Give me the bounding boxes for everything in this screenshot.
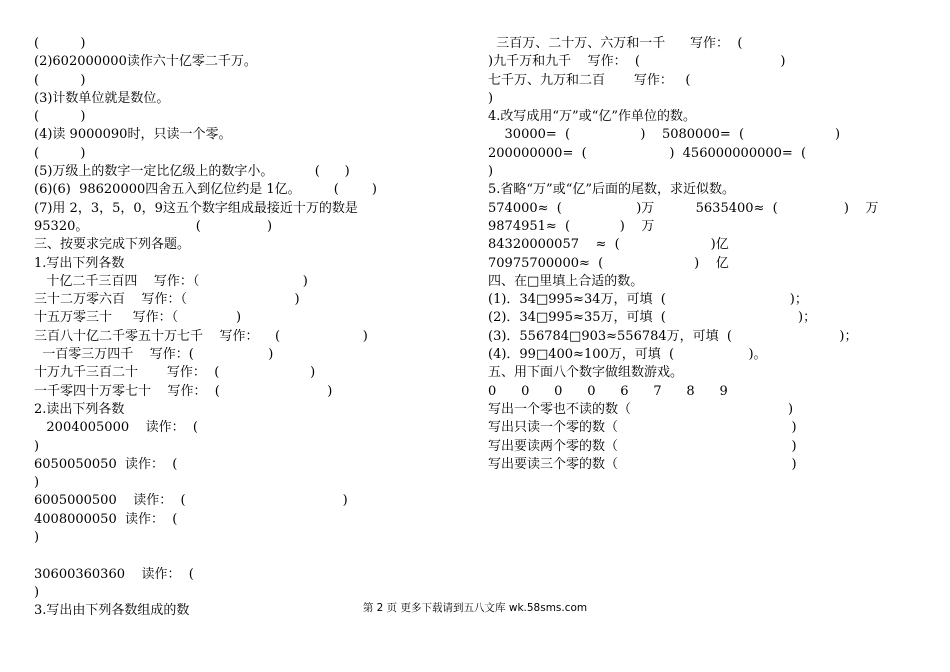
text-line: (3)．556784□903≈556784万，可填 ( )； <box>488 328 858 344</box>
text-line: ) <box>34 530 40 546</box>
text-line: ( ) <box>34 109 86 125</box>
text-line: 6050050050 读作： ( <box>34 456 178 472</box>
text-line: (2)．34□995≈35万，可填 ( )； <box>488 310 817 326</box>
digit-row: 0 0 0 0 6 7 8 9 <box>488 383 728 399</box>
page-footer: 第 2 页 更多下载请到五八文库 wk.58sms.com <box>362 602 588 614</box>
text-line: 574000≈ ( )万 5635400≈ ( ) 万 <box>488 200 879 216</box>
text-line: 三百万、二十万、六万和一千 写作： ( <box>488 36 743 51</box>
text-line: 三十二万零六百 写作：（ ) <box>34 292 300 308</box>
text-line: ( ) <box>34 72 86 88</box>
text-line: (2)602000000读作六十亿零二千万。 <box>34 54 257 70</box>
text-line: 95320。 ( ) <box>34 218 273 234</box>
text-line: (1)．34□995≈34万，可填 ( )； <box>488 292 808 308</box>
text-line: 200000000= ( ) 456000000000= ( <box>488 145 807 161</box>
text-line: (5)万级上的数字一定比亿级上的数字小。 ( ) <box>34 164 350 180</box>
text-line: 三百八十亿二千零五十万七千 写作： ( ) <box>34 328 368 344</box>
text-line: 七千万、九万和二百 写作： ( <box>488 72 691 88</box>
text-line: 30600360360 读作： ( <box>34 566 194 582</box>
section-heading: 三、按要求完成下列各题。 <box>34 237 191 253</box>
text-line: ) <box>34 438 40 454</box>
text-line: 十亿二千三百四 写作：（ ) <box>34 273 308 289</box>
text-line: 30000= ( ) 5080000= ( ) <box>488 127 841 143</box>
section-heading: 五、用下面八个数字做组数游戏。 <box>488 365 684 381</box>
text-line: ) <box>488 164 494 180</box>
subsection-heading: 5.省略“万”或“亿”后面的尾数，求近似数。 <box>488 182 735 198</box>
text-line: 写出要读两个零的数（ ) <box>488 438 797 454</box>
text-line: 84320000057 ≈ ( )亿 <box>488 237 729 253</box>
subsection-heading: 1.写出下列各数 <box>34 255 125 271</box>
text-line: )九千万和九千 写作： ( ) <box>488 54 786 70</box>
text-line: (7)用 2，3，5，0，9这五个数字组成最接近十万的数是 <box>34 200 358 216</box>
text-line: (4)读 9000090时，只读一个零。 <box>34 127 232 143</box>
text-line: (3)计数单位就是数位。 <box>34 90 170 106</box>
text-line: 十万九千三百二十 写作： ( ) <box>34 365 316 381</box>
subsection-heading: 3.写出由下列各数组成的数 <box>34 603 190 619</box>
right-column <box>488 35 928 474</box>
subsection-heading: 4.改写成用“万”或“亿”作单位的数。 <box>488 109 696 125</box>
text-line: ) <box>34 475 40 491</box>
left-column <box>34 35 454 621</box>
text-line: 2004005000 读作： ( <box>34 420 198 436</box>
text-line: (4)．99□400≈100万，可填 ( )。 <box>488 347 767 363</box>
text-line: 十五万零三十 写作：（ ) <box>34 310 242 326</box>
text-line: 写出要读三个零的数（ ) <box>488 456 797 472</box>
text-line: ) <box>34 584 40 600</box>
text-line: 写出只读一个零的数（ ) <box>488 420 797 436</box>
text-line: 一百零三万四千 写作：( ) <box>34 347 274 363</box>
subsection-heading: 2.读出下列各数 <box>34 401 125 417</box>
text-line: ( ) <box>34 145 86 161</box>
text-line: 70975700000≈ ( ) 亿 <box>488 255 729 271</box>
blank-line <box>34 547 454 565</box>
text-line: (6)(6) 98620000四舍五入到亿位约是 1亿。 ( ) <box>34 182 377 198</box>
text-line: 4008000050 读作： ( <box>34 511 178 527</box>
text-line: 写出一个零也不读的数（ ) <box>488 401 794 417</box>
text-line: ( ) <box>34 36 86 51</box>
text-line: 一千零四十万零七十 写作： ( ) <box>34 383 333 399</box>
text-line: ) <box>488 90 494 106</box>
text-line: 6005000500 读作： ( ) <box>34 493 348 509</box>
text-line: 9874951≈ ( ) 万 <box>488 218 655 234</box>
section-heading: 四、在□里填上合适的数。 <box>488 273 644 289</box>
